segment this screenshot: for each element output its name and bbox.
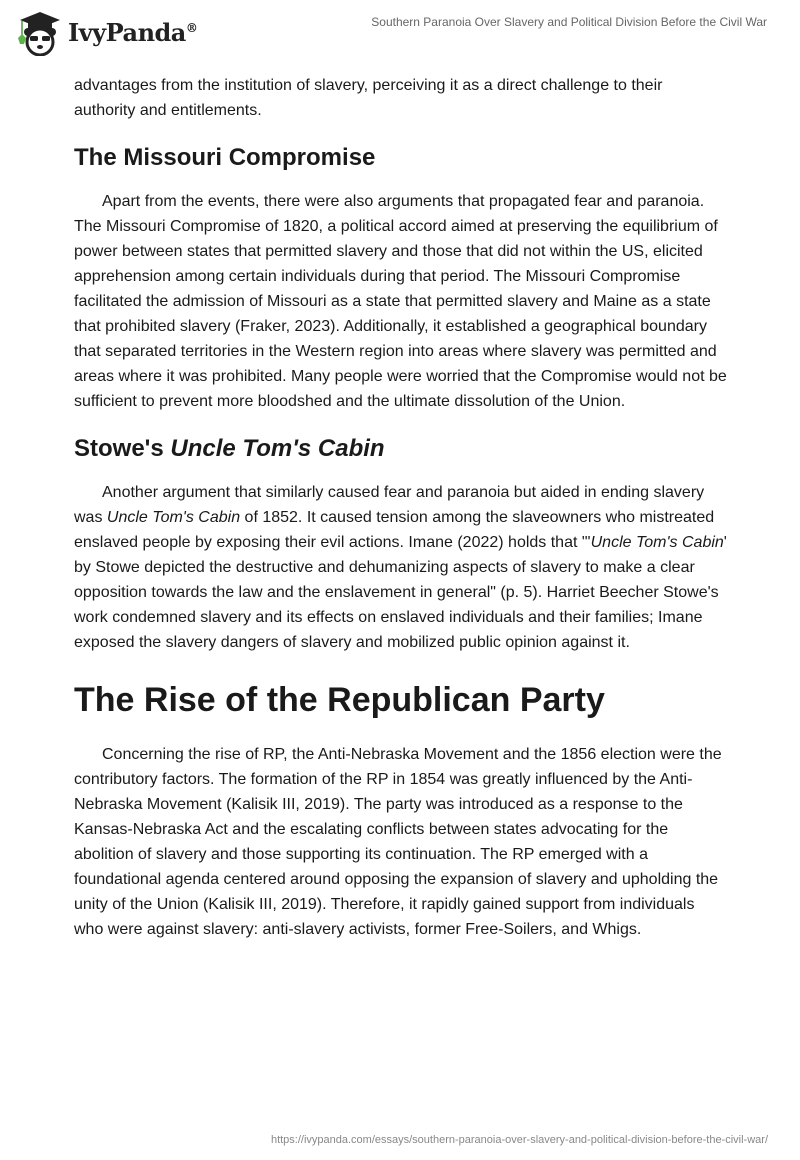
republican-paragraph: Concerning the rise of RP, the Anti-Nebraska Movement and the 1856 election were the contributory factors. The formation of the RP in 1854 was greatly influenced by the Anti-Nebraska Movement (Kalisik III, 2019). The party was introduced as a response to the Kansas-Nebraska Act and the escalating conflicts between states advocating for the abolition of slavery and those supporting its continuation. The RP emerged with a foundational agenda centered around opposing the expansion of slavery and upholding the unity of the Union (Kalisik III, 2019). Therefore, it rapidly gained support from individuals who were against slavery: anti-slavery activists, former Free-Soilers, and Whigs. — [74, 746, 722, 938]
source-url[interactable]: https://ivypanda.com/essays/southern-paranoia-over-slavery-and-political-division-before-the-civil-war/ — [270, 1134, 768, 1146]
heading-book-title: Uncle Tom's Cabin — [170, 435, 385, 462]
text: of 1852. It caused tension among the slaveowners who mistreated enslaved people by exposing their evil actions. Imane (2022) holds that "' — [74, 509, 715, 551]
brand-name: IvyPanda — [68, 17, 186, 47]
page-header — [0, 0, 800, 60]
essay-content — [74, 73, 728, 942]
heading-text: Stowe's — [74, 435, 171, 462]
missouri-paragraph: Apart from the events, there were also arguments that propagated fear and paranoia. The Missouri Compromise of 1820, a political accord aimed at preserving the equilibrium of power between states that permitted slavery and those that did not within the US, elicited apprehension among certain individuals during that period. The Missouri Compromise facilitated the admission of Missouri as a state that permitted slavery and Maine as a state that prohibited slavery (Fraker, 2023). Additionally, it established a geographical boundary that separated territories in the Western region into areas where slavery was permitted and areas where it was prohibited. Many people were worried that the Compromise would not be sufficient to prevent more bloodshed and the ultimate dissolution of the Union. — [74, 193, 727, 410]
book-title: Uncle Tom's Cabin — [590, 534, 724, 551]
ivypanda-logo[interactable] — [16, 8, 197, 56]
panda-graduate-icon — [16, 8, 60, 56]
text: ' by Stowe depicted the destructive and dehumanizing aspects of slavery to make a clear opposition towards the law and the enslavement in general" (p. 5). Harriet Beecher Stowe's work condemned slavery and its effects on enslaved individuals and their families; Imane exposed the slavery dangers of slavery and mobilized public opinion against it. — [74, 534, 727, 651]
registered-mark: ® — [185, 20, 198, 35]
book-title: Uncle Tom's Cabin — [106, 509, 241, 526]
uncle-tom-paragraph — [74, 480, 728, 655]
heading-uncle-toms-cabin — [74, 434, 728, 464]
intro-paragraph: advantages from the institution of slavery, perceiving it as a direct challenge to their authority and entitlements. — [74, 77, 663, 119]
document-title: Southern Paranoia Over Slavery and Political Division Before the Civil War — [371, 15, 767, 29]
text: Another argument that similarly caused fear and paranoia but aided in ending slavery was — [74, 484, 705, 526]
heading-missouri-compromise: The Missouri Compromise — [74, 144, 376, 171]
heading-republican-party: The Rise of the Republican Party — [74, 681, 605, 719]
